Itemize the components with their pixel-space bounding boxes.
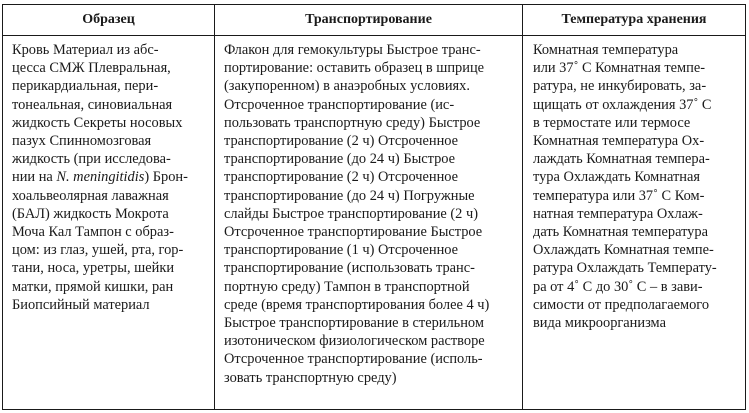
header-specimen: Образец — [3, 5, 215, 35]
text-line: слайды Быстрое транспортирование (2 ч) — [224, 205, 478, 222]
text-line: пользовать транспортную среду) Быстрое — [224, 114, 481, 131]
text-line: ратура Охлаждать Температу- — [533, 260, 717, 277]
text-line: вида микроорганизма — [533, 315, 666, 332]
specimen-transport-table — [2, 4, 746, 410]
text-line: жидкость (при исследова- — [12, 151, 171, 168]
cell-transport — [215, 36, 523, 409]
text-line: изотоническом физиологическом растворе — [224, 333, 485, 350]
text-line: цом: из глаз, ушей, рта, гор- — [12, 242, 184, 259]
text-line: Отсроченное транспортирование Быстрое — [224, 224, 483, 241]
text-line: транспортирование (2 ч) Отсроченное — [224, 169, 459, 186]
cell-specimen — [3, 36, 215, 409]
header-transport: Транспортирование — [215, 5, 523, 35]
text-line: среде (время транспортирования более 4 ч) — [224, 296, 490, 313]
text-line: тонеальная, синовиальная — [12, 96, 173, 113]
text-line-with-italic — [12, 168, 208, 186]
text-line: Отсроченное транспортирование (ис- — [224, 96, 455, 113]
text-line: хоальвеолярная лаважная — [12, 187, 169, 204]
text-line: Охлаждать Комнатная темпе- — [533, 242, 714, 259]
text-line: (закупоренном) в анаэробных условиях. — [224, 78, 470, 95]
text-line: зовать транспортную среду) — [224, 369, 397, 386]
text-line: портирование: оставить образец в шприце — [224, 60, 485, 77]
text-line: транспортирование (2 ч) Отсроченное — [224, 133, 459, 150]
text-line: Быстрое транспортирование в стерильном — [224, 315, 484, 332]
text-line: Биопсийный материал — [12, 296, 150, 313]
text-line: транспортирование (до 24 ч) Погружные — [224, 187, 475, 204]
organism-name-italic: N. meningitidis — [56, 169, 145, 186]
text-line: Комнатная температура — [533, 42, 679, 58]
header-storage-temperature: Температура хранения — [561, 12, 707, 27]
text-line: Комнатная температура Ох- — [533, 133, 705, 150]
text-line: Моча Кал Тампон с образ- — [12, 224, 174, 241]
text-line: тура Охлаждать Комнатная — [533, 169, 700, 186]
text-line: перикардиальная, пери- — [12, 78, 159, 95]
table-header-row — [3, 5, 745, 36]
text-fragment: нии на — [12, 169, 57, 186]
text-line: транспортирование (использовать транс- — [224, 260, 475, 277]
text-line: щищать от охлаждения 37˚ С — [533, 96, 712, 113]
text-line: натная температура Охлаж- — [533, 205, 703, 222]
text-line: дать Комнатная температура — [533, 224, 708, 241]
text-line: (БАЛ) жидкость Мокрота — [12, 205, 169, 222]
text-line: цесса СМЖ Плевральная, — [12, 60, 171, 77]
text-line: Флакон для гемокультуры Быстрое транс- — [224, 42, 481, 58]
text-line: Отсроченное транспортирование (исполь- — [224, 351, 483, 368]
cell-storage-temperature — [523, 36, 745, 409]
text-line: транспортирование (до 24 ч) Быстрое — [224, 151, 456, 168]
text-line: пазух Спинномозговая — [12, 133, 152, 150]
text-line: ратура, не инкубировать, за- — [533, 78, 707, 95]
text-line: или 37˚ С Комнатная темпе- — [533, 60, 706, 77]
table-row — [3, 36, 745, 409]
text-line: тани, носа, уретры, шейки — [12, 260, 175, 277]
text-line: матки, прямой кишки, ран — [12, 278, 174, 295]
text-line: Кровь Материал из абс- — [12, 42, 159, 58]
text-line: в термостате или термосе — [533, 114, 691, 131]
text-line: портную среду) Тампон в транспортной — [224, 278, 470, 295]
text-fragment: ) Брон- — [144, 169, 188, 186]
text-line: транспортирование (1 ч) Отсроченное — [224, 242, 459, 259]
text-line: ра от 4˚ С до 30˚ С – в зави- — [533, 278, 703, 295]
text-line: жидкость Секреты носовых — [12, 114, 183, 131]
text-line: температура или 37˚ С Ком- — [533, 187, 705, 204]
text-line: симости от предполагаемого — [533, 296, 710, 313]
text-line: лаждать Комнатная темпера- — [533, 151, 710, 168]
